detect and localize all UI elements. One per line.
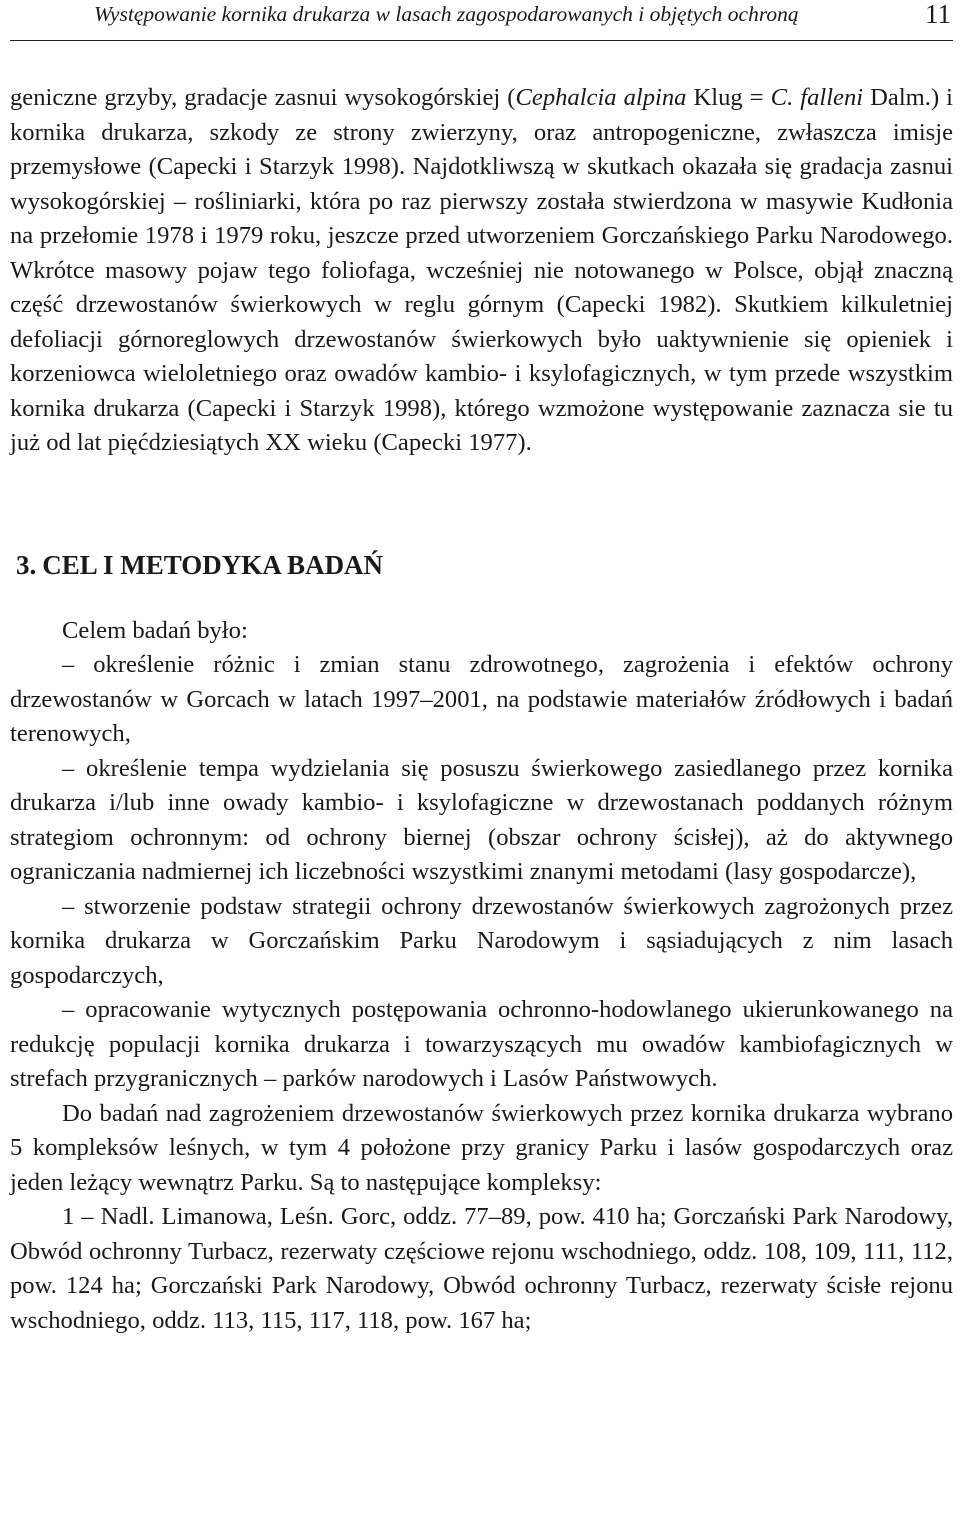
intro-text-part1: geniczne grzyby, gradacje zasnui wysokogórskiej ( [10, 84, 516, 111]
document-page [10, 0, 953, 1338]
intro-paragraph [10, 81, 953, 461]
species-name: Cephalcia alpina [515, 84, 687, 111]
running-header [10, 0, 953, 41]
section-title: CEL I METODYKA BADAŃ [42, 549, 384, 580]
running-title: Występowanie kornika drukarza w lasach zagospodarowanych i objętych ochroną [94, 2, 799, 26]
section-heading [16, 548, 953, 582]
intro-text-part3: Dalm.) i kornika drukarza, szkody ze strony zwierzyny, oraz antropogeniczne, zwłaszcza imisje przemysłowe (Capecki i Starzyk 1998). Najdotkliwszą w skutkach okazała się gradacja zasnui wysokogórskiej – rośliniarki, która po raz pierwszy została stwierdzona w masywie Kudłonia na przełomie 1978 i 1979 roku, jeszcze przed utworzeniem Gorczańskiego Parku Narodowego. Wkrótce masowy pojaw tego foliofaga, wcześniej nie notowanego w Polsce, objął znaczną część drzewostanów świerkowych w reglu górnym (Capecki 1982). Skutkiem kilkuletniej defoliacji górnoreglowych drzewostanów świerkowych było uaktywnienie się opieniek i korzeniowca wieloletniego oraz owadów kambio- i ksylofagicznych, w tym przede wszystkim kornika drukarza (Capecki i Starzyk 1998), którego wzmożone występowanie zaznacza sie tu już od lat pięćdziesiątych XX wieku (Capecki 1977). [10, 84, 954, 456]
aim-item: – opracowanie wytycznych postępowania ochronno-hodowlanego ukierunkowanego na redukcję populacji kornika drukarza i towarzyszących mu owadów kambiofagicznych w strefach przygranicznych – parków narodowych i Lasów Państwowych. [10, 996, 953, 1092]
body-text [10, 81, 953, 1338]
complexes-paragraph: Do badań nad zagrożeniem drzewostanów świerkowych przez kornika drukarza wybrano 5 kompleksów leśnych, w tym 4 położone przy granicy Parku i lasów gospodarczych oraz jeden leżący wewnątrz Parku. Są to następujące kompleksy: [10, 1099, 953, 1196]
aim-item: – określenie tempa wydzielania się posuszu świerkowego zasiedlanego przez kornika drukarza i/lub inne owady kambio- i ksylofagiczne w drzewostanach poddanych różnym strategiom ochronnym: od ochrony biernej (obszar ochrony ścisłej), aż do aktywnego ograniczania nadmiernej ich liczebności wszystkimi znanymi metodami (lasy gospodarcze), [10, 754, 953, 885]
page-number: 11 [925, 0, 951, 29]
species-synonym: C. falleni [770, 84, 864, 111]
aim-item: – stworzenie podstaw strategii ochrony drzewostanów świerkowych zagrożonych przez kornika drukarza w Gorczańskim Parku Narodowym i sąsiadujących z nim lasach gospodarczych, [10, 892, 953, 989]
complex-item: 1 – Nadl. Limanowa, Leśn. Gorc, oddz. 77–89, pow. 410 ha; Gorczański Park Narodowy, Obwód ochronny Turbacz, rezerwaty częściowe rejonu wschodniego, oddz. 108, 109, 111, 112, pow. 124 ha; Gorczański Park Narodowy, Obwód ochronny Turbacz, rezerwaty ścisłe rejonu wschodniego, oddz. 113, 115, 117, 118, pow. 167 ha; [10, 1203, 953, 1334]
aim-item: – określenie różnic i zmian stanu zdrowotnego, zagrożenia i efektów ochrony drzewostanów w Gorcach w latach 1997–2001, na podstawie materiałów źródłowych i badań terenowych, [10, 651, 953, 747]
intro-text-part2: Klug = [686, 84, 771, 111]
section-number: 3. [16, 549, 37, 580]
aims-intro: Celem badań było: [62, 616, 248, 644]
